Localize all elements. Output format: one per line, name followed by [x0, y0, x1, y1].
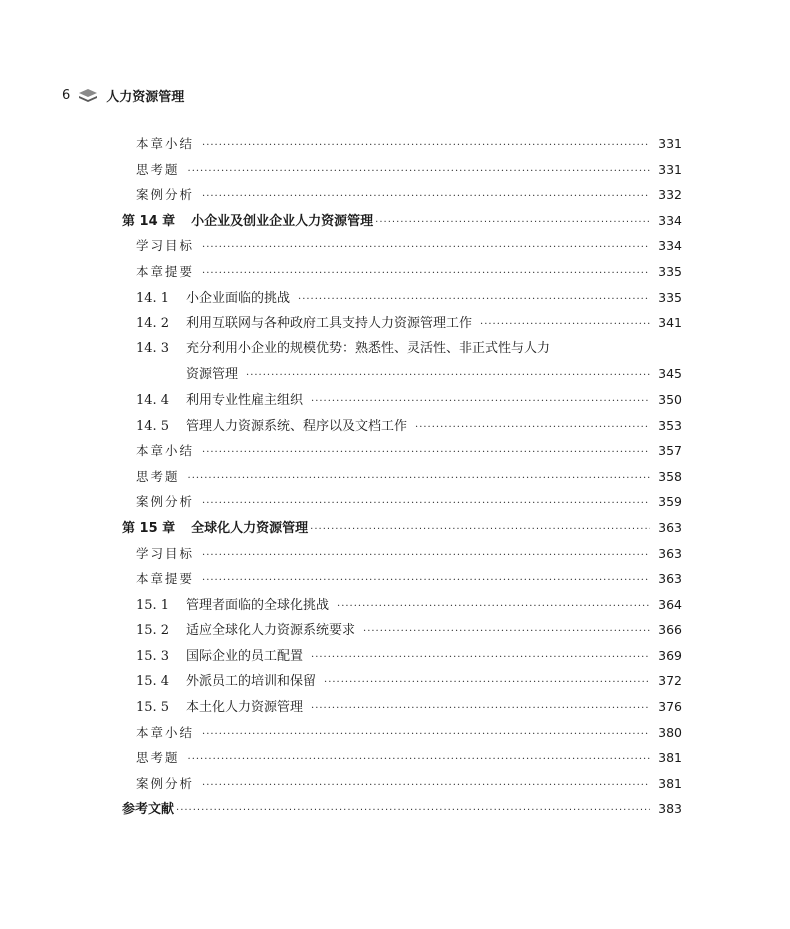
dot-leader [202, 722, 650, 748]
toc-page-number: 335 [658, 263, 682, 279]
toc-entry-title: 利用互联网与各种政府工具支持人力资源管理工作 [186, 316, 473, 332]
toc-entry-number: 15. 4 [136, 674, 170, 690]
toc-entry-title: 外派员工的培训和保留 [186, 674, 317, 690]
toc-entry-row[interactable] [122, 592, 682, 618]
toc-entry-title: 国际企业的员工配置 [186, 648, 304, 664]
dot-leader [202, 133, 650, 159]
dot-leader [324, 670, 650, 696]
toc-entry-row[interactable] [122, 668, 682, 694]
toc-entry-row[interactable] [122, 310, 682, 336]
dot-leader [246, 363, 650, 389]
dot-leader [480, 312, 650, 338]
toc-entry-title: 本章小结 [136, 724, 195, 740]
running-header [62, 86, 184, 105]
toc-page-number: 376 [658, 699, 682, 715]
page-number: 6 [62, 88, 71, 103]
toc-entry-title: 案例分析 [136, 187, 195, 203]
toc-page-number: 358 [658, 468, 682, 484]
dot-leader [311, 389, 650, 415]
dot-leader [202, 235, 650, 261]
toc-page-number: 331 [658, 136, 682, 151]
toc-entry-title: 思考题 [136, 468, 180, 484]
toc-entry-row[interactable] [122, 413, 682, 439]
toc-entry-title: 学习目标 [136, 238, 195, 254]
toc-entry-row[interactable] [122, 233, 682, 259]
dot-leader [202, 261, 650, 287]
toc-entry-row[interactable] [122, 387, 682, 413]
toc-page-number: 331 [658, 161, 682, 177]
toc-entry-number: 第 15 章 [122, 520, 176, 536]
toc-entry-title: 小企业及创业企业人力资源管理 [191, 213, 374, 229]
toc-page-number: 357 [658, 443, 682, 459]
toc-entry-title: 充分利用小企业的规模优势：熟悉性、灵活性、非正式性与人力 [186, 340, 551, 356]
toc-page-number: 353 [658, 417, 682, 433]
toc-entry-row[interactable] [122, 361, 682, 387]
dot-leader [202, 491, 650, 517]
toc-entry-row[interactable] [122, 131, 682, 157]
toc-entry-title: 利用专业性雇主组织 [186, 392, 304, 408]
toc-entry-title: 思考题 [136, 161, 180, 177]
toc-page-number: 363 [658, 545, 682, 561]
toc-page-number: 334 [658, 238, 682, 254]
toc-page-number: 383 [658, 801, 682, 817]
toc-page-number: 372 [658, 673, 682, 689]
toc-entry-row[interactable] [122, 720, 682, 746]
toc-entry-title: 参考文献 [122, 802, 175, 818]
toc-page-number: 381 [658, 750, 682, 766]
toc-page-number: 359 [658, 494, 682, 510]
toc-page-number: 345 [658, 366, 682, 382]
toc-entry-row[interactable] [122, 336, 682, 362]
toc-entry-row[interactable] [122, 259, 682, 285]
toc-entry-row[interactable] [122, 771, 682, 797]
toc-entry-row[interactable] [122, 489, 682, 515]
toc-entry-number: 14. 3 [136, 340, 170, 356]
toc-entry-number: 14. 2 [136, 316, 170, 332]
toc-entry-row[interactable] [122, 438, 682, 464]
toc-page-number: 363 [658, 571, 682, 587]
dot-leader [202, 773, 650, 799]
dot-leader [188, 747, 650, 773]
toc-entry-row[interactable] [122, 464, 682, 490]
dot-leader [337, 594, 650, 620]
toc-entry-title: 本章提要 [136, 571, 195, 587]
toc-chapter-row[interactable] [122, 208, 682, 234]
toc-chapter-row[interactable] [122, 796, 682, 822]
toc-page-number: 364 [658, 596, 682, 612]
toc-entry-title: 小企业面临的挑战 [186, 290, 291, 306]
book-title: 人力资源管理 [106, 90, 185, 105]
toc-entry-title: 本章提要 [136, 263, 195, 279]
dot-leader [311, 645, 650, 671]
toc-entry-number: 14. 1 [136, 290, 170, 306]
toc-page-number: 363 [658, 519, 682, 535]
toc-entry-title: 适应全球化人力资源系统要求 [186, 623, 356, 639]
dot-leader [188, 159, 650, 185]
dot-leader [188, 466, 650, 492]
toc-page-number: 335 [658, 289, 682, 305]
toc-entry-title: 本土化人力资源管理 [186, 700, 304, 716]
toc-entry-row[interactable] [122, 541, 682, 567]
toc-entry-row[interactable] [122, 285, 682, 311]
toc-entry-title: 案例分析 [136, 775, 195, 791]
toc-page-number: 334 [658, 212, 682, 228]
toc-entry-number: 15. 5 [136, 700, 170, 716]
toc-page-number: 369 [658, 647, 682, 663]
toc-page-number: 380 [658, 724, 682, 740]
stacked-layers-icon [78, 88, 98, 104]
dot-leader [202, 440, 650, 466]
dot-leader [202, 184, 650, 210]
toc-chapter-row[interactable] [122, 515, 682, 541]
toc-entry-row[interactable] [122, 566, 682, 592]
dot-leader [298, 287, 650, 313]
toc-page-number: 341 [658, 315, 682, 331]
toc-entry-number: 15. 3 [136, 648, 170, 664]
toc-entry-title: 学习目标 [136, 545, 195, 561]
toc-entry-title: 管理者面临的全球化挑战 [186, 597, 330, 613]
toc-entry-number: 14. 4 [136, 392, 170, 408]
dot-leader [310, 517, 650, 543]
dot-leader [202, 568, 650, 594]
toc-page-number: 381 [658, 775, 682, 791]
toc-entry-number: 15. 2 [136, 623, 170, 639]
dot-leader [375, 210, 650, 236]
table-of-contents [122, 131, 682, 822]
dot-leader [176, 798, 650, 824]
toc-entry-number: 15. 1 [136, 597, 170, 613]
toc-page-number: 350 [658, 391, 682, 407]
toc-entry-row[interactable] [122, 643, 682, 669]
toc-entry-title: 管理人力资源系统、程序以及文档工作 [186, 418, 408, 434]
toc-entry-title: 本章小结 [136, 443, 195, 459]
toc-page-number: 332 [658, 187, 682, 203]
toc-entry-title: 全球化人力资源管理 [191, 520, 309, 536]
dot-leader [202, 543, 650, 569]
toc-entry-row[interactable] [122, 694, 682, 720]
toc-entry-title: 案例分析 [136, 494, 195, 510]
toc-entry-title: 资源管理 [186, 367, 239, 383]
toc-entry-row[interactable] [122, 157, 682, 183]
toc-entry-number: 第 14 章 [122, 213, 176, 229]
toc-page-number: 366 [658, 622, 682, 638]
toc-entry-row[interactable] [122, 182, 682, 208]
toc-entry-number: 14. 5 [136, 418, 170, 434]
toc-entry-row[interactable] [122, 745, 682, 771]
dot-leader [415, 415, 650, 441]
toc-entry-title: 本章小结 [136, 136, 195, 151]
toc-entry-row[interactable] [122, 617, 682, 643]
toc-entry-title: 思考题 [136, 750, 180, 766]
dot-leader [311, 696, 650, 722]
dot-leader [363, 619, 650, 645]
